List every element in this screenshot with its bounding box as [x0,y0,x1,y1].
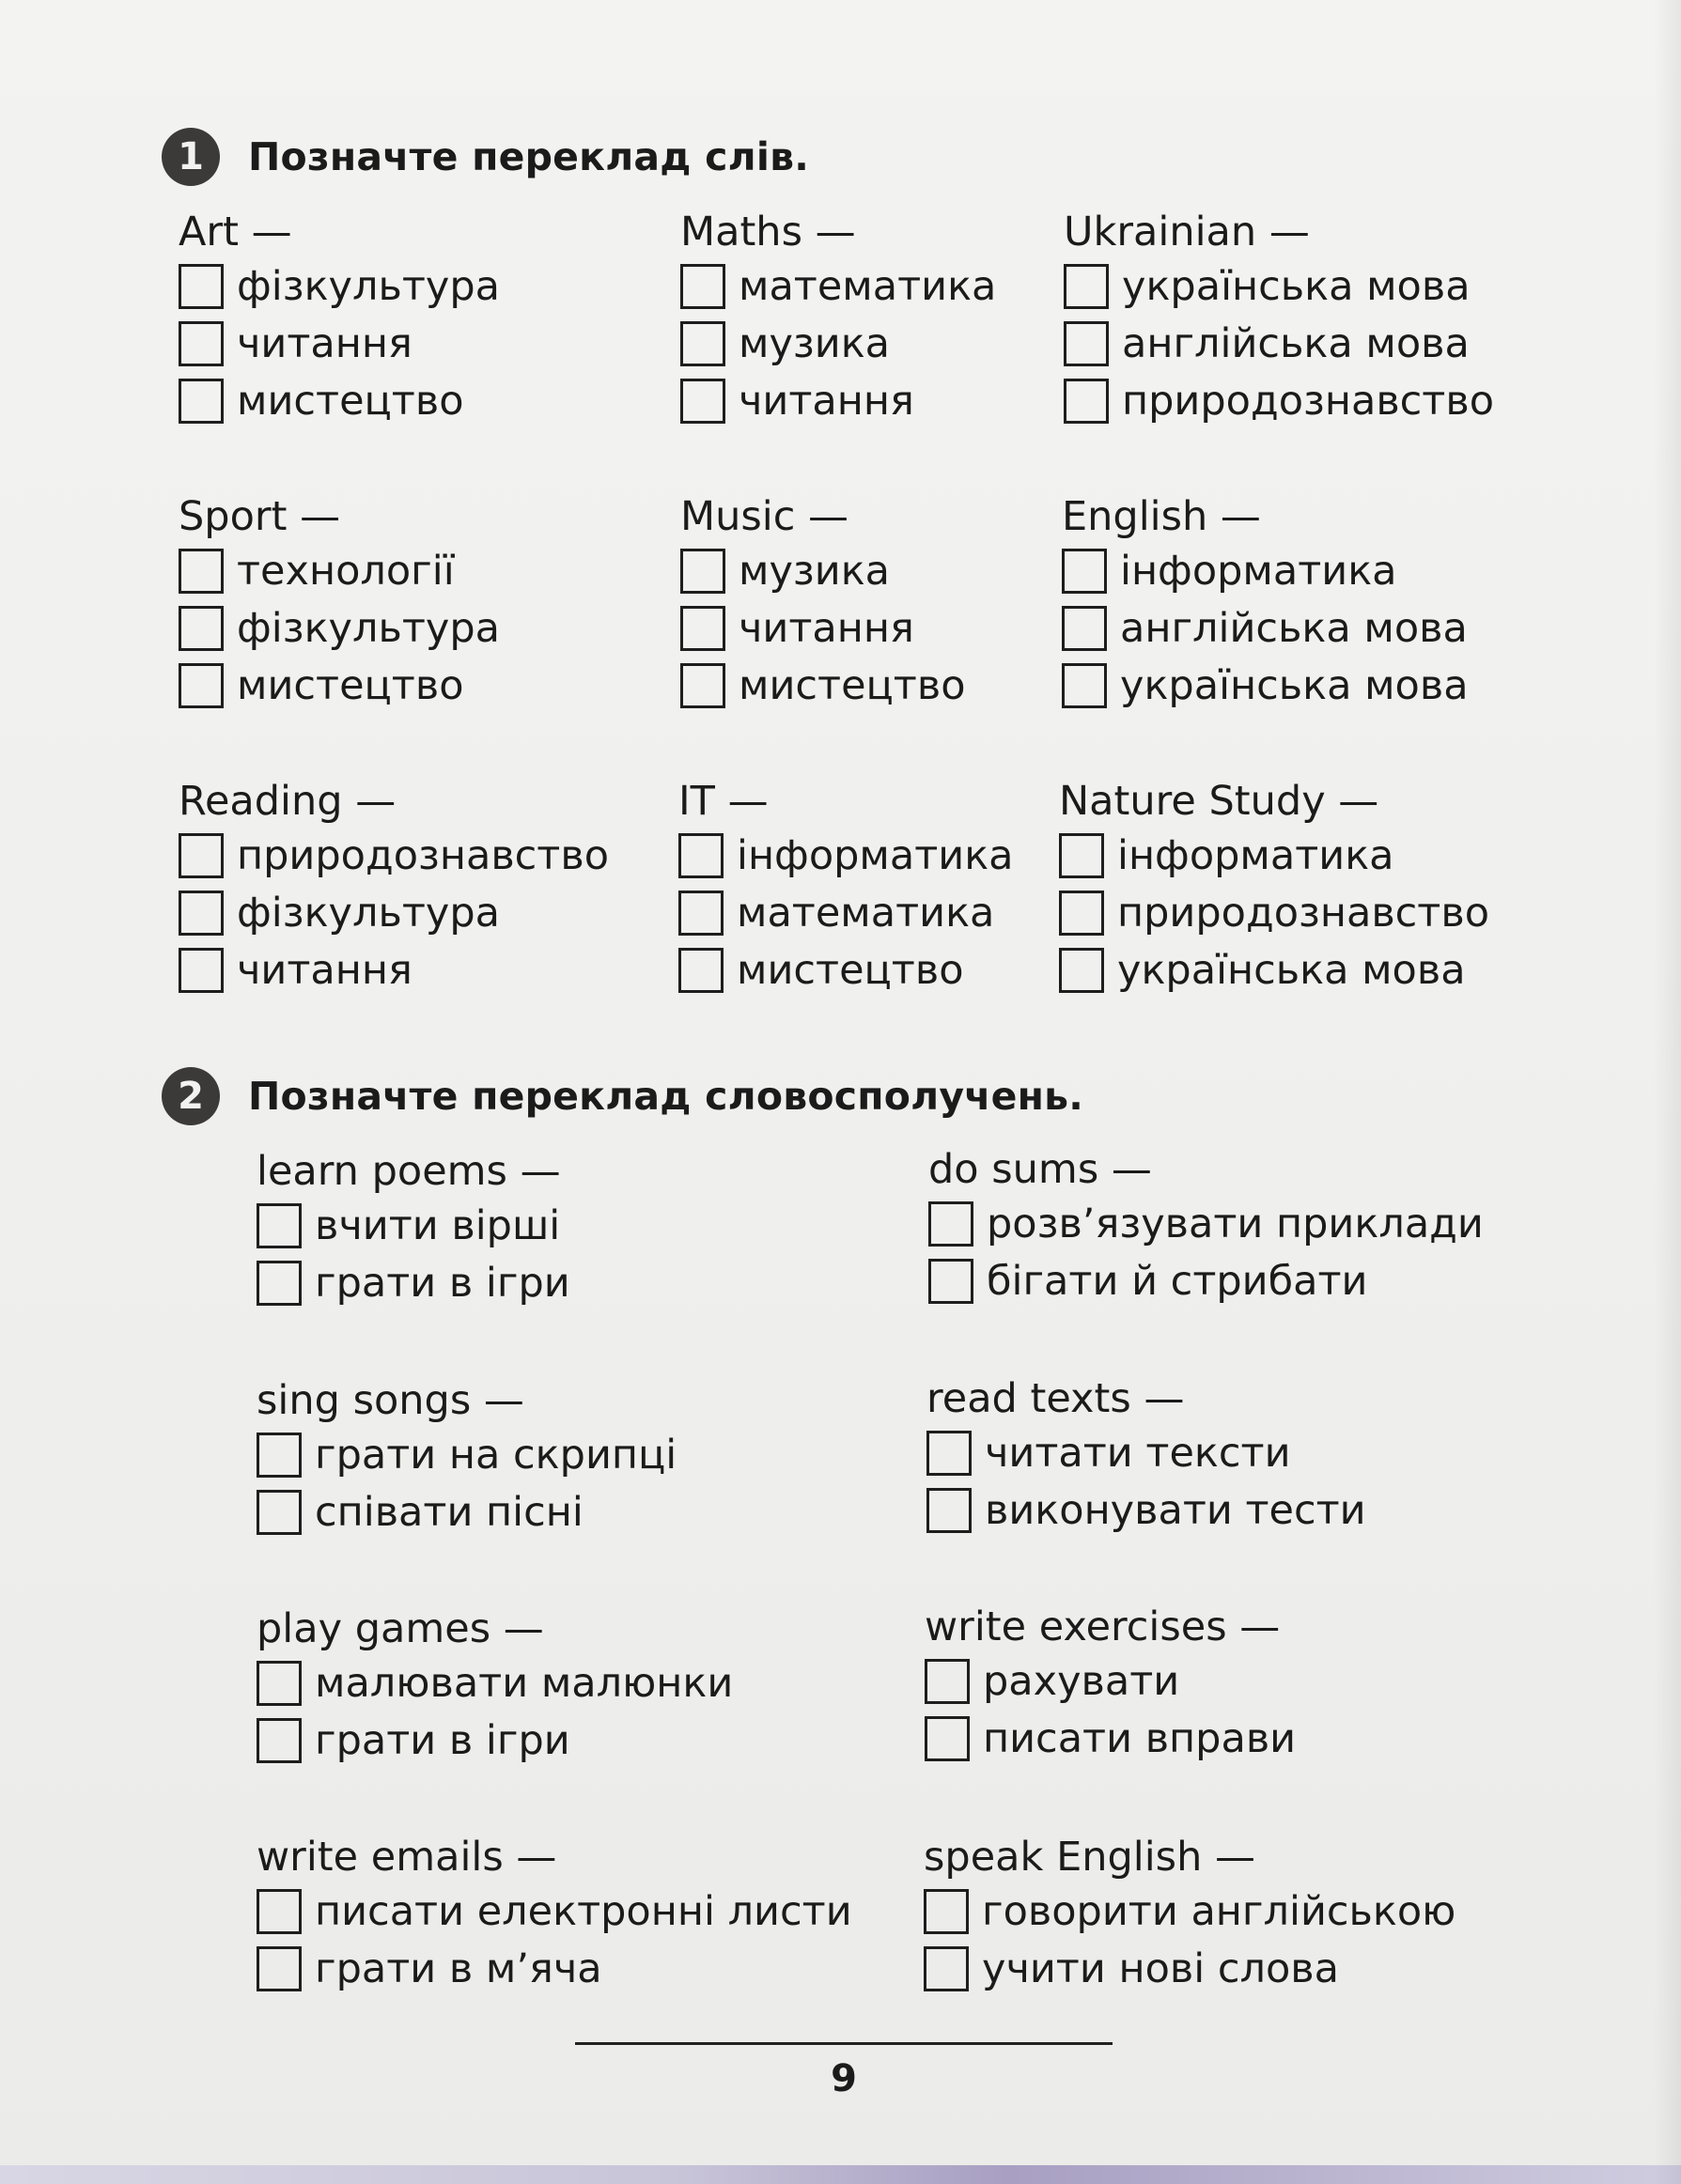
answer-option[interactable] [257,1426,677,1483]
checkbox[interactable] [928,1201,973,1247]
checkbox[interactable] [257,1203,302,1248]
option-label: бігати й стрибати [987,1257,1368,1305]
checkbox[interactable] [179,833,224,878]
option-label: технології [237,547,455,595]
answer-option[interactable] [257,1712,733,1769]
checkbox[interactable] [1062,606,1107,651]
answer-option[interactable] [257,1940,852,1997]
answer-option[interactable] [678,884,1014,941]
word-group [179,207,500,429]
checkbox[interactable] [179,891,224,936]
option-label: фізкультура [237,604,500,652]
option-label: мистецтво [237,377,464,425]
checkbox[interactable] [179,379,224,424]
english-phrase: play games — [257,1605,544,1652]
checkbox[interactable] [179,663,224,708]
answer-option[interactable] [1062,657,1469,714]
checkbox[interactable] [928,1259,973,1304]
option-label: грати в ігри [315,1716,570,1764]
option-label: читати тексти [985,1429,1291,1477]
option-label: фізкультура [237,889,500,937]
answer-option[interactable] [1064,257,1494,315]
checkbox[interactable] [1064,321,1109,366]
english-word: IT — [678,778,769,825]
answer-option[interactable] [257,1882,852,1940]
option-label: українська мова [1122,262,1471,310]
checkbox[interactable] [179,264,224,309]
footer-rule [575,2042,1113,2045]
checkbox[interactable] [680,549,725,594]
answer-option[interactable] [924,1882,1455,1940]
option-label: математика [739,262,997,310]
checkbox[interactable] [926,1488,972,1533]
answer-option[interactable] [179,941,609,999]
phrase-group [926,1373,1366,1539]
checkbox[interactable] [680,606,725,651]
answer-option[interactable] [1064,315,1494,372]
checkbox[interactable] [926,1431,972,1476]
checkbox[interactable] [1062,663,1107,708]
photo-edge-strip [0,2165,1681,2184]
answer-option[interactable] [179,827,609,884]
checkbox[interactable] [924,1946,969,1991]
checkbox[interactable] [1064,264,1109,309]
exercise-1-header [162,128,809,186]
answer-option[interactable] [680,657,966,714]
checkbox[interactable] [925,1659,970,1704]
exercise-2-header [162,1067,1083,1125]
option-label: грати в м’яча [315,1944,602,1992]
answer-option[interactable] [257,1654,733,1712]
checkbox[interactable] [678,833,724,878]
option-label: англійська мова [1120,604,1468,652]
checkbox[interactable] [257,1718,302,1763]
checkbox[interactable] [179,321,224,366]
checkbox[interactable] [680,379,725,424]
word-group [1064,207,1494,429]
option-label: читання [237,319,412,367]
answer-option[interactable] [1064,372,1494,429]
answer-option[interactable] [179,599,500,657]
checkbox[interactable] [1062,549,1107,594]
answer-option[interactable] [1062,599,1469,657]
word-group [179,491,500,714]
answer-option[interactable] [925,1652,1296,1710]
answer-option[interactable] [1059,941,1489,999]
answer-option[interactable] [680,372,996,429]
option-label: інформатика [737,831,1014,879]
phrase-group [928,1144,1484,1309]
option-label: читання [739,377,914,425]
checkbox[interactable] [1059,891,1104,936]
option-label: природознавство [237,831,610,879]
option-label: рахувати [983,1657,1180,1705]
answer-option[interactable] [1059,884,1489,941]
checkbox[interactable] [257,1433,302,1478]
word-group [680,491,966,714]
exercise-number-badge: 2 [162,1067,220,1125]
english-word: Maths — [680,209,856,256]
option-label: музика [739,547,891,595]
answer-option[interactable] [257,1197,570,1254]
english-word: Nature Study — [1059,778,1379,825]
checkbox[interactable] [179,948,224,993]
option-label: писати вправи [983,1714,1297,1762]
word-group [680,207,996,429]
english-phrase: speak English — [924,1834,1256,1881]
answer-option[interactable] [257,1483,677,1541]
checkbox[interactable] [257,1946,302,1991]
checkbox[interactable] [257,1661,302,1706]
option-label: писати електронні листи [315,1887,852,1935]
option-label: математика [737,889,995,937]
option-label: українська мова [1120,661,1469,709]
phrase-group [257,1832,852,1997]
checkbox[interactable] [680,321,725,366]
option-label: фізкультура [237,262,500,310]
answer-option[interactable] [179,542,500,599]
option-label: англійська мова [1122,319,1470,367]
phrase-group [257,1146,570,1311]
option-label: розв’язувати приклади [987,1200,1484,1247]
answer-option[interactable] [1059,827,1489,884]
answer-option[interactable] [680,599,966,657]
option-label: говорити англійською [982,1887,1456,1935]
checkbox[interactable] [257,1889,302,1934]
answer-option[interactable] [179,257,500,315]
option-label: інформатика [1117,831,1394,879]
word-group [179,776,609,999]
english-phrase: write emails — [257,1834,557,1881]
option-label: читання [237,946,412,994]
answer-option[interactable] [928,1195,1484,1252]
exercise-title: Позначте переклад словосполучень. [248,1074,1084,1119]
answer-option[interactable] [678,827,1014,884]
english-word: Ukrainian — [1064,209,1310,256]
answer-option[interactable] [179,372,500,429]
english-word: English — [1062,493,1261,540]
word-group [678,776,1014,999]
exercise-title: Позначте переклад слів. [248,134,809,179]
english-phrase: sing songs — [257,1377,524,1424]
option-label: музика [739,319,891,367]
checkbox[interactable] [1059,948,1104,993]
option-label: мистецтво [739,661,966,709]
option-label: природознавство [1117,889,1490,937]
answer-option[interactable] [924,1940,1455,1997]
word-group [1062,491,1469,714]
checkbox[interactable] [179,549,224,594]
word-group [1059,776,1489,999]
checkbox[interactable] [257,1490,302,1535]
checkbox[interactable] [179,606,224,651]
option-label: грати в ігри [315,1259,570,1307]
answer-option[interactable] [926,1424,1366,1481]
english-phrase: write exercises — [925,1603,1281,1650]
answer-option[interactable] [1062,542,1469,599]
exercise-number-badge: 1 [162,128,220,186]
checkbox[interactable] [924,1889,969,1934]
option-label: малювати малюнки [315,1659,734,1707]
checkbox[interactable] [678,948,724,993]
answer-option[interactable] [179,315,500,372]
answer-option[interactable] [680,257,996,315]
english-word: Music — [680,493,849,540]
option-label: читання [739,604,914,652]
option-label: співати пісні [315,1488,584,1536]
answer-option[interactable] [926,1481,1366,1539]
option-label: грати на скрипці [315,1431,677,1479]
phrase-group [257,1375,677,1541]
page-number: 9 [831,2057,857,2100]
english-word: Reading — [179,778,397,825]
checkbox[interactable] [678,891,724,936]
english-word: Art — [179,209,292,256]
checkbox[interactable] [680,264,725,309]
option-label: вчити вірші [315,1201,561,1249]
option-label: мистецтво [237,661,464,709]
option-label: учити нові слова [982,1944,1339,1992]
answer-option[interactable] [680,315,996,372]
answer-option[interactable] [680,542,966,599]
checkbox[interactable] [257,1261,302,1306]
english-phrase: do sums — [928,1146,1152,1193]
answer-option[interactable] [257,1254,570,1311]
phrase-group [257,1603,733,1769]
answer-option[interactable] [179,884,609,941]
option-label: виконувати тести [985,1486,1366,1534]
phrase-group [924,1832,1455,1997]
option-label: природознавство [1122,377,1495,425]
answer-option[interactable] [928,1252,1484,1309]
answer-option[interactable] [925,1710,1296,1767]
checkbox[interactable] [680,663,725,708]
checkbox[interactable] [1064,379,1109,424]
english-phrase: read texts — [926,1375,1185,1422]
phrase-group [925,1602,1296,1767]
answer-option[interactable] [678,941,1014,999]
option-label: мистецтво [737,946,964,994]
english-phrase: learn poems — [257,1148,561,1195]
answer-option[interactable] [179,657,500,714]
checkbox[interactable] [1059,833,1104,878]
checkbox[interactable] [925,1716,970,1761]
option-label: українська мова [1117,946,1466,994]
option-label: інформатика [1120,547,1397,595]
english-word: Sport — [179,493,341,540]
